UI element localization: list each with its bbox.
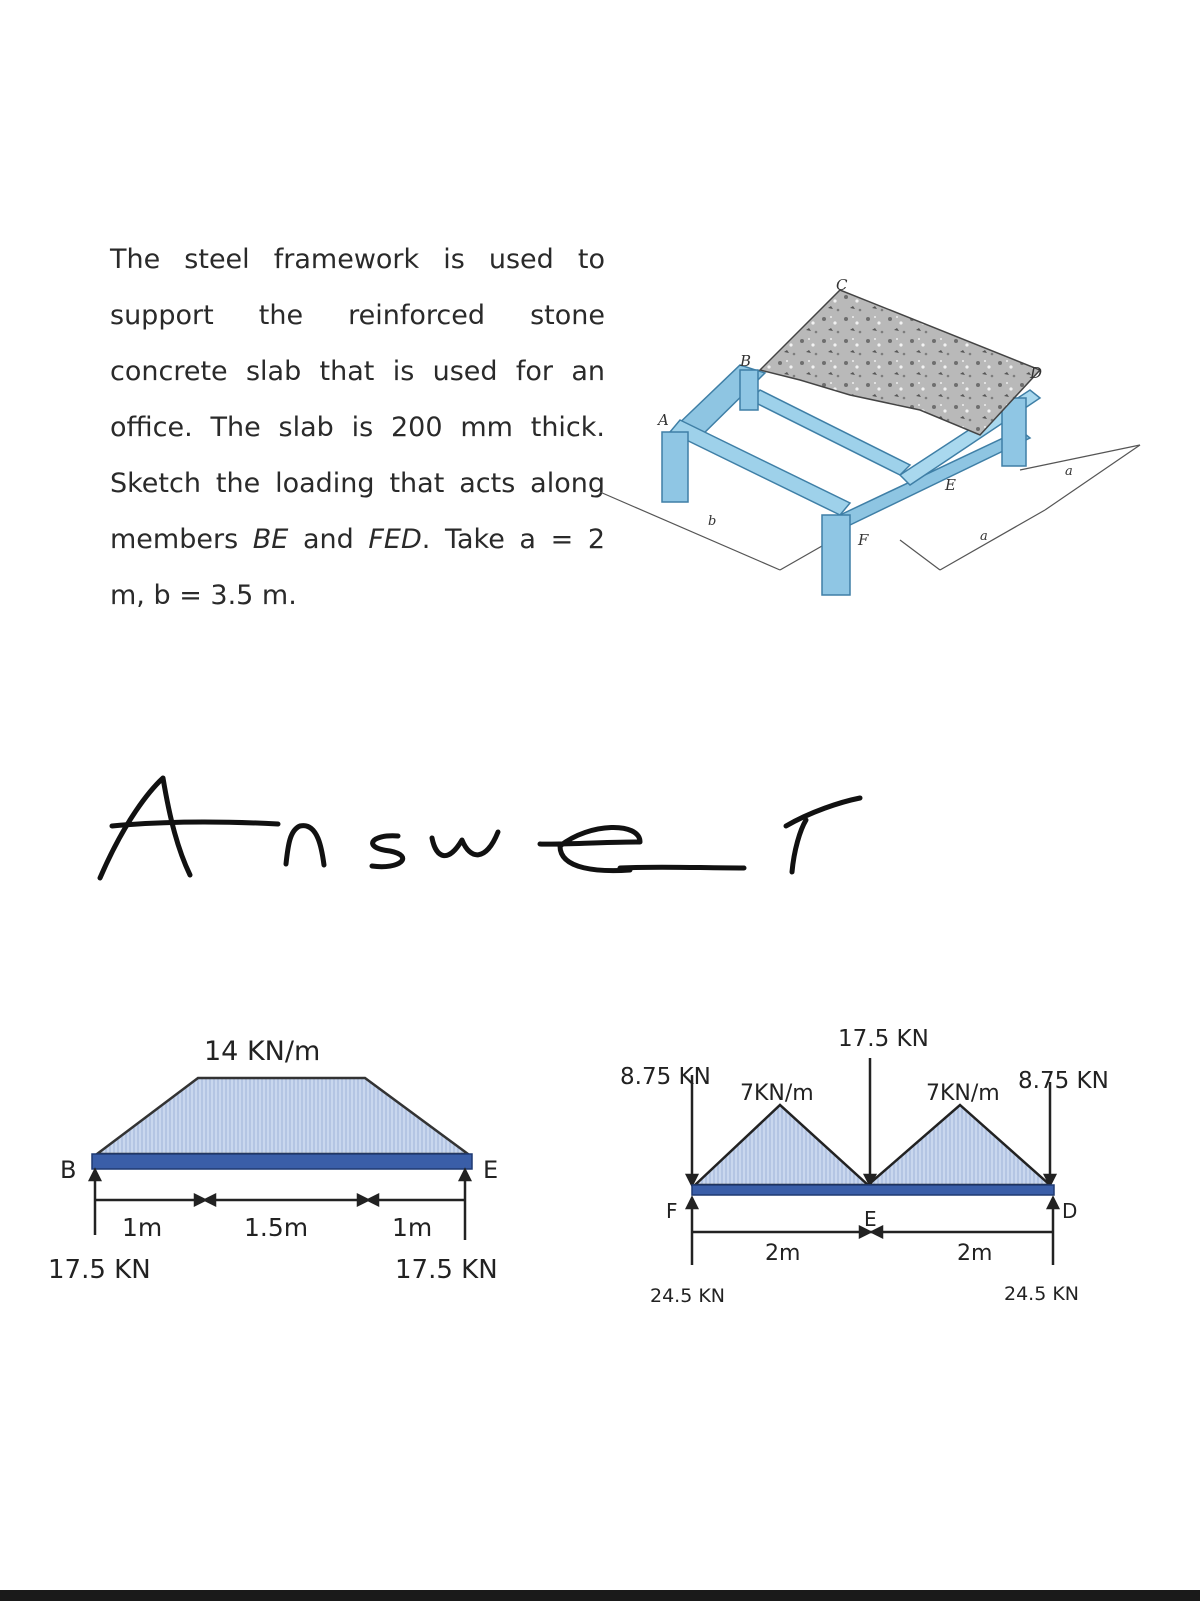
- fed-point-e: E: [864, 1207, 877, 1231]
- dim-b-label: b: [708, 514, 717, 529]
- fed-point-d: D: [1062, 1199, 1078, 1223]
- fed-seg-right: 2m: [957, 1241, 993, 1266]
- be-reaction-left: 17.5 KN: [48, 1255, 151, 1285]
- be-reaction-right: 17.5 KN: [395, 1255, 498, 1285]
- point-f-label: F: [858, 531, 869, 549]
- beam-be-diagram: [40, 1020, 560, 1310]
- member-be-label: BE: [252, 524, 289, 555]
- member-fed-label: FED: [368, 524, 422, 555]
- be-seg-2: 1.5m: [244, 1213, 309, 1242]
- fed-left-force: 8.75 KN: [620, 1064, 711, 1090]
- fed-point-f: F: [666, 1199, 678, 1223]
- point-c-label: C: [836, 276, 848, 294]
- point-e-label: E: [945, 476, 956, 494]
- be-load-label: 14 KN/m: [204, 1036, 321, 1067]
- fed-triangle-load-left: [695, 1105, 868, 1185]
- be-point-b: B: [60, 1156, 77, 1184]
- be-seg-3: 1m: [392, 1213, 433, 1242]
- dim-a-label-1: a: [1065, 464, 1073, 479]
- problem-sentence-2: . Take a = 2 m, b = 3.5 m.: [110, 524, 605, 611]
- and-text: and: [288, 524, 369, 555]
- bottom-edge-bar: [0, 1590, 1200, 1601]
- fed-load-left: 7KN/m: [740, 1081, 814, 1106]
- point-b-label: B: [740, 352, 752, 370]
- be-trapezoid-load: [97, 1078, 468, 1154]
- fed-center-force: 17.5 KN: [838, 1026, 929, 1052]
- fed-beam: [692, 1185, 1054, 1195]
- point-d-label: D: [1030, 364, 1043, 382]
- fed-seg-left: 2m: [765, 1241, 801, 1266]
- problem-sentence-1: The steel framework is used to support the reinforced stone concrete slab that is used for an office. The slab is 200 mm thick. Sketch the loading that acts along members: [110, 244, 605, 555]
- fed-load-right: 7KN/m: [926, 1081, 1000, 1106]
- dim-a-label-2: a: [980, 529, 988, 544]
- point-a-label: A: [658, 411, 669, 429]
- be-beam: [92, 1154, 472, 1169]
- beam-fed-diagram: [620, 1020, 1160, 1340]
- fed-right-force: 8.75 KN: [1018, 1068, 1109, 1094]
- fed-reaction-right: 24.5 KN: [1004, 1283, 1080, 1305]
- fed-reaction-left: 24.5 KN: [650, 1285, 726, 1307]
- be-point-e: E: [483, 1156, 499, 1184]
- fed-triangle-load-right: [868, 1105, 1050, 1185]
- be-seg-1: 1m: [122, 1213, 163, 1242]
